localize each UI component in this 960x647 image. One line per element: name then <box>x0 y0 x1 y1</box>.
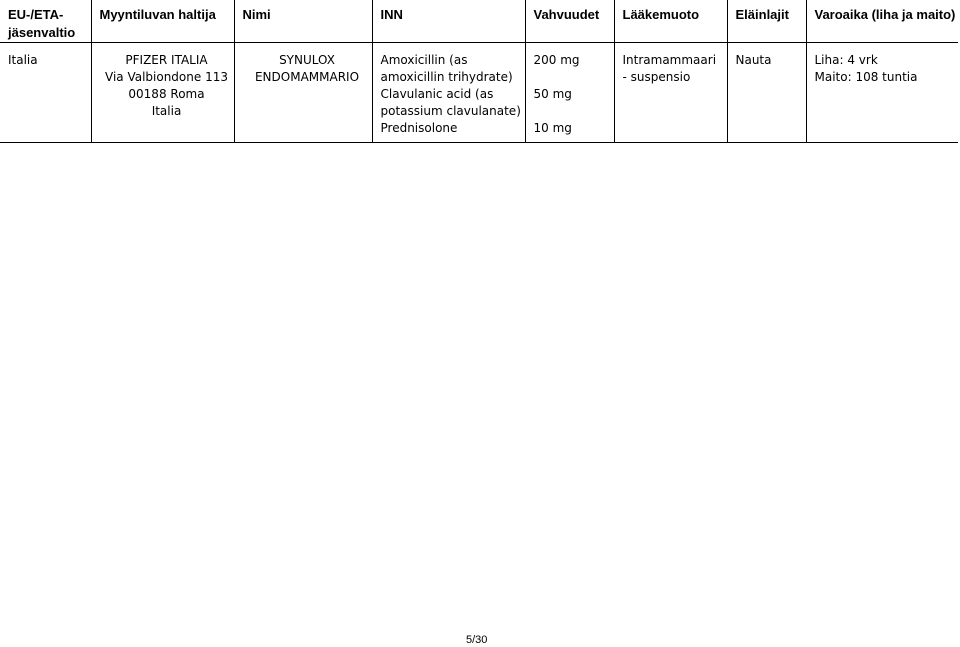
member-state-text: Italia <box>8 53 38 67</box>
inn-line-1: Amoxicillin (as <box>380 53 468 67</box>
cell-species <box>727 43 806 143</box>
holder-company: PFIZER ITALIA <box>125 53 208 67</box>
form-line-2: - suspensio <box>622 70 691 84</box>
header-member-state: EU-/ETA-jäsenvaltio <box>0 0 91 43</box>
header-marketing-authorisation-holder: Myyntiluvan haltija <box>91 0 234 43</box>
species-text: Nauta <box>735 53 772 67</box>
holder-country: Italia <box>151 104 182 118</box>
cell-member-state <box>0 43 91 143</box>
form-line-1: Intramammaari <box>622 53 717 67</box>
holder-street: Via Valbiondone 113 <box>105 70 228 84</box>
cell-pharmaceutical-form <box>614 43 727 143</box>
header-pharmaceutical-form: Lääkemuoto <box>614 0 727 43</box>
cell-name <box>234 43 372 143</box>
header-inn: INN <box>372 0 525 43</box>
strength-amoxicillin: 200 mg <box>533 53 580 67</box>
table-row <box>0 43 958 143</box>
holder-city: 00188 Roma <box>128 87 205 101</box>
cell-strengths <box>525 43 614 143</box>
header-withdrawal-period: Varoaika (liha ja maito) <box>806 0 958 43</box>
cell-withdrawal-period <box>806 43 958 143</box>
header-name: Nimi <box>234 0 372 43</box>
inn-line-3: Clavulanic acid (as <box>380 87 494 101</box>
inn-line-2: amoxicillin trihydrate) <box>380 70 513 84</box>
product-name-line-1: SYNULOX <box>279 53 335 67</box>
strength-prednisolone: 10 mg <box>533 121 572 135</box>
page-number: 5/30 <box>466 634 488 646</box>
withdrawal-milk: Maito: 108 tuntia <box>814 70 918 84</box>
cell-inn <box>372 43 525 143</box>
strength-clavulanic-acid: 50 mg <box>533 87 572 101</box>
cell-holder <box>91 43 234 143</box>
header-row <box>0 0 958 43</box>
header-strengths: Vahvuudet <box>525 0 614 43</box>
product-name-line-2: ENDOMAMMARIO <box>254 70 360 84</box>
inn-line-4: potassium clavulanate) <box>380 104 521 118</box>
header-species: Eläinlajit <box>727 0 806 43</box>
medicinal-products-table <box>0 0 958 143</box>
inn-line-5: Prednisolone <box>380 121 458 135</box>
withdrawal-meat: Liha: 4 vrk <box>814 53 878 67</box>
